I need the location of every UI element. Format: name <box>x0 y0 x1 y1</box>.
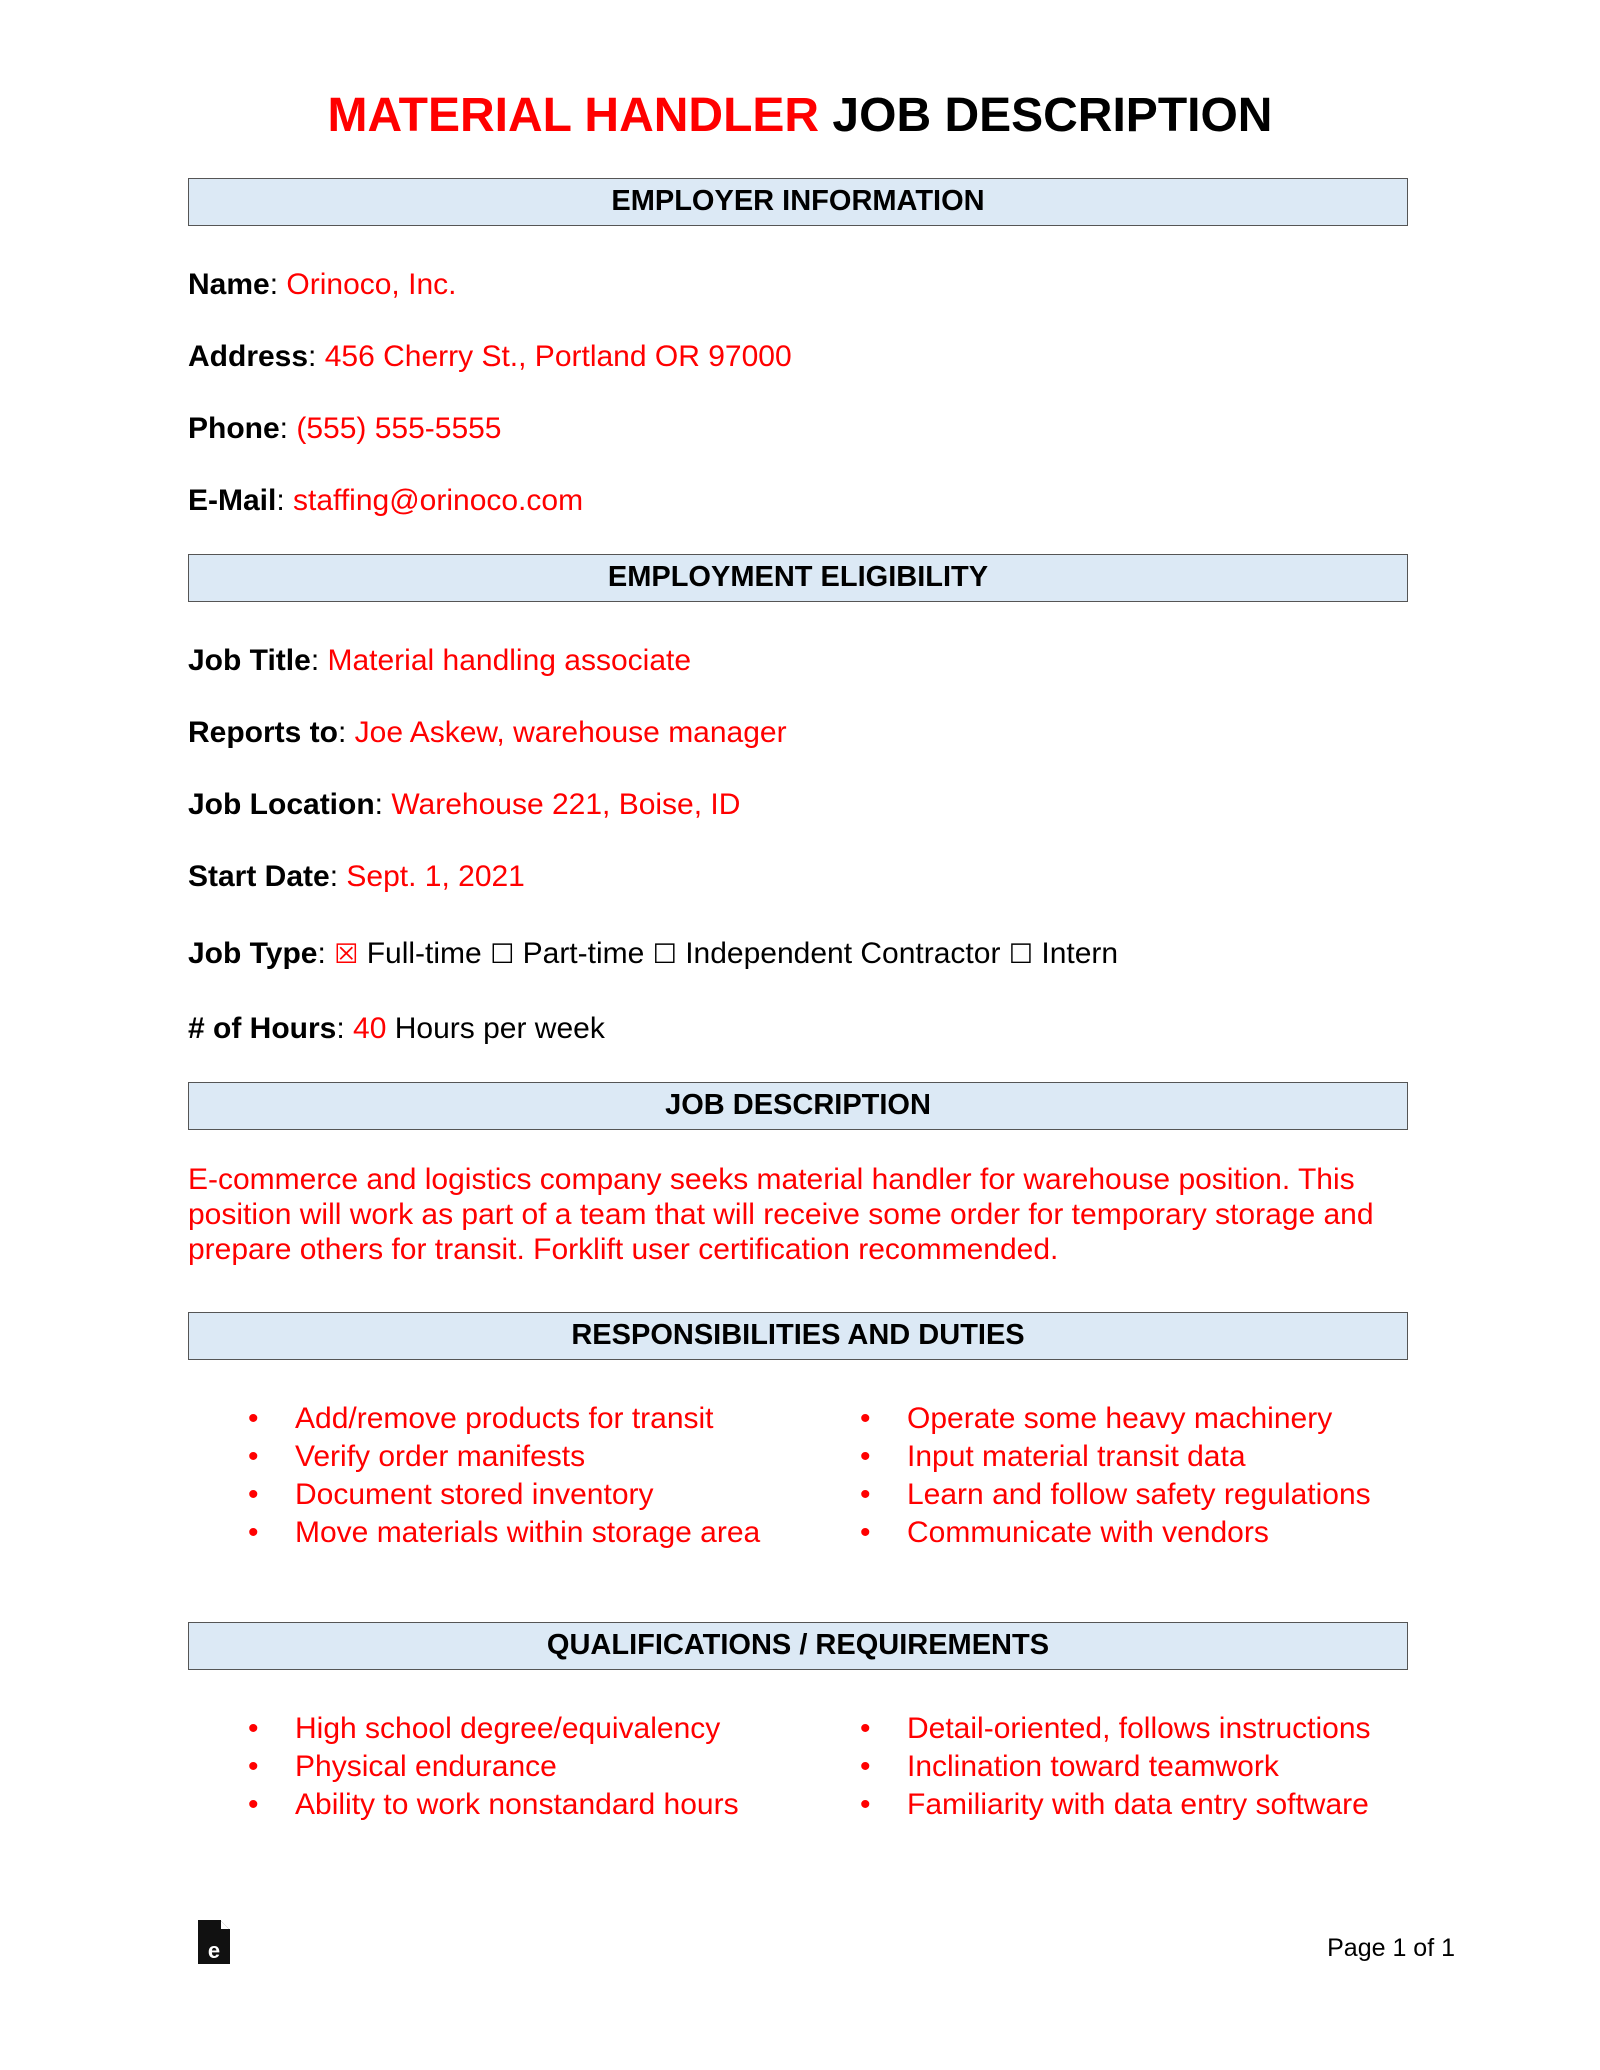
field-value: Joe Askew, warehouse manager <box>354 716 787 749</box>
list-item <box>800 1748 1371 1786</box>
list-item <box>188 1438 760 1476</box>
start-date-field: Start Date: Sept. 1, 2021 <box>188 860 525 893</box>
list-item-text: Inclination toward teamwork <box>907 1750 1279 1783</box>
job-location-field: Job Location: Warehouse 221, Boise, ID <box>188 788 741 821</box>
section-header-employer: EMPLOYER INFORMATION <box>188 178 1408 226</box>
responsibilities-left-list <box>188 1400 760 1552</box>
bullet-icon: • <box>248 1712 259 1745</box>
checkbox-intern[interactable]: ☐ <box>1008 939 1034 970</box>
list-item <box>800 1710 1371 1748</box>
bullet-icon: • <box>860 1712 871 1745</box>
qualifications-left-list <box>188 1710 739 1824</box>
list-item-text: Learn and follow safety regulations <box>907 1478 1371 1511</box>
list-item <box>188 1748 739 1786</box>
field-value: Orinoco, Inc. <box>286 268 457 301</box>
title-highlight: MATERIAL HANDLER <box>327 89 820 142</box>
list-item-text: High school degree/equivalency <box>295 1712 721 1745</box>
list-item <box>800 1514 1371 1552</box>
list-item-text: Add/remove products for transit <box>295 1402 714 1435</box>
svg-text:e: e <box>207 1938 221 1963</box>
field-value: Sept. 1, 2021 <box>346 860 525 893</box>
bullet-icon: • <box>860 1440 871 1473</box>
list-item <box>188 1786 739 1824</box>
bullet-icon: • <box>248 1440 259 1473</box>
checkbox-full-time[interactable]: ☒ <box>334 939 359 970</box>
list-item <box>800 1400 1371 1438</box>
field-label: E-Mail <box>188 484 277 517</box>
list-item-text: Ability to work nonstandard hours <box>295 1788 739 1821</box>
list-item <box>800 1438 1371 1476</box>
list-item <box>188 1400 760 1438</box>
bullet-icon: • <box>248 1478 259 1511</box>
bullet-icon: • <box>248 1788 259 1821</box>
option-label-part-time: Part-time <box>522 937 645 970</box>
list-item-text: Operate some heavy machinery <box>907 1402 1333 1435</box>
list-item-text: Verify order manifests <box>295 1440 586 1473</box>
field-value: 456 Cherry St., Portland OR 97000 <box>324 340 792 373</box>
list-item-text: Document stored inventory <box>295 1478 654 1511</box>
section-header-job-description: JOB DESCRIPTION <box>188 1082 1408 1130</box>
field-label: Phone <box>188 412 280 445</box>
reports-to-field: Reports to: Joe Askew, warehouse manager <box>188 716 787 749</box>
section-header-eligibility: EMPLOYMENT ELIGIBILITY <box>188 554 1408 602</box>
field-value: Warehouse 221, Boise, ID <box>391 788 741 821</box>
list-item <box>188 1514 760 1552</box>
list-item-text: Move materials within storage area <box>295 1516 761 1549</box>
employer-email-field: E-Mail: staffing@orinoco.com <box>188 484 584 517</box>
list-item <box>800 1786 1371 1824</box>
field-label: Address <box>188 340 309 373</box>
qualifications-right-list <box>800 1710 1371 1824</box>
bullet-icon: • <box>860 1402 871 1435</box>
bullet-icon: • <box>860 1516 871 1549</box>
hours-suffix: Hours per week <box>394 1012 605 1045</box>
bullet-icon: • <box>248 1750 259 1783</box>
job-type-field: Job Type: ☒ Full-time ☐ Part-time ☐ Independent Contractor ☐ Intern <box>188 937 1119 970</box>
field-label: Job Location <box>188 788 375 821</box>
checkbox-independent-contractor[interactable]: ☐ <box>652 939 677 970</box>
field-label: Reports to <box>188 716 338 749</box>
field-label: Job Type <box>188 937 318 970</box>
field-label: Job Title <box>188 644 311 677</box>
field-label: Name <box>188 268 270 301</box>
list-item-text: Detail-oriented, follows instructions <box>907 1712 1371 1745</box>
hours-field: # of Hours: 40 Hours per week <box>188 1012 605 1045</box>
page-title <box>0 84 1600 148</box>
checkbox-part-time[interactable]: ☐ <box>490 939 515 970</box>
field-value: Material handling associate <box>327 644 692 677</box>
job-description-text: E-commerce and logistics company seeks material handler for warehouse position. This position will work as part of a team that will receive some order for temporary storage and prepare others for transit. Forklift user certification recommended. <box>188 1163 1374 1266</box>
field-value: (555) 555-5555 <box>296 412 502 445</box>
employer-phone-field: Phone: (555) 555-5555 <box>188 412 502 445</box>
employer-name-field: Name: Orinoco, Inc. <box>188 268 457 301</box>
eforms-logo-icon <box>196 1918 232 1966</box>
bullet-icon: • <box>860 1750 871 1783</box>
list-item-text: Familiarity with data entry software <box>907 1788 1369 1821</box>
list-item <box>188 1710 739 1748</box>
field-label: # of Hours <box>188 1012 337 1045</box>
job-title-field: Job Title: Material handling associate <box>188 644 692 677</box>
option-label-independent-contractor: Independent Contractor <box>685 937 1001 970</box>
bullet-icon: • <box>860 1788 871 1821</box>
list-item <box>800 1476 1371 1514</box>
bullet-icon: • <box>248 1516 259 1549</box>
list-item-text: Input material transit data <box>907 1440 1246 1473</box>
option-label-intern: Intern <box>1041 937 1119 970</box>
field-value: 40 <box>353 1012 387 1045</box>
list-item-text: Communicate with vendors <box>907 1516 1269 1549</box>
list-item <box>188 1476 760 1514</box>
section-header-responsibilities: RESPONSIBILITIES AND DUTIES <box>188 1312 1408 1360</box>
page-number: Page 1 of 1 <box>1327 1934 1455 1962</box>
employer-address-field: Address: 456 Cherry St., Portland OR 97000 <box>188 340 792 373</box>
bullet-icon: • <box>248 1402 259 1435</box>
list-item-text: Physical endurance <box>295 1750 557 1783</box>
responsibilities-right-list <box>800 1400 1371 1552</box>
field-label: Start Date <box>188 860 330 893</box>
option-label-full-time: Full-time <box>366 937 482 970</box>
field-value: staffing@orinoco.com <box>293 484 584 517</box>
title-rest: JOB DESCRIPTION <box>832 89 1273 142</box>
bullet-icon: • <box>860 1478 871 1511</box>
section-header-qualifications: QUALIFICATIONS / REQUIREMENTS <box>188 1622 1408 1670</box>
